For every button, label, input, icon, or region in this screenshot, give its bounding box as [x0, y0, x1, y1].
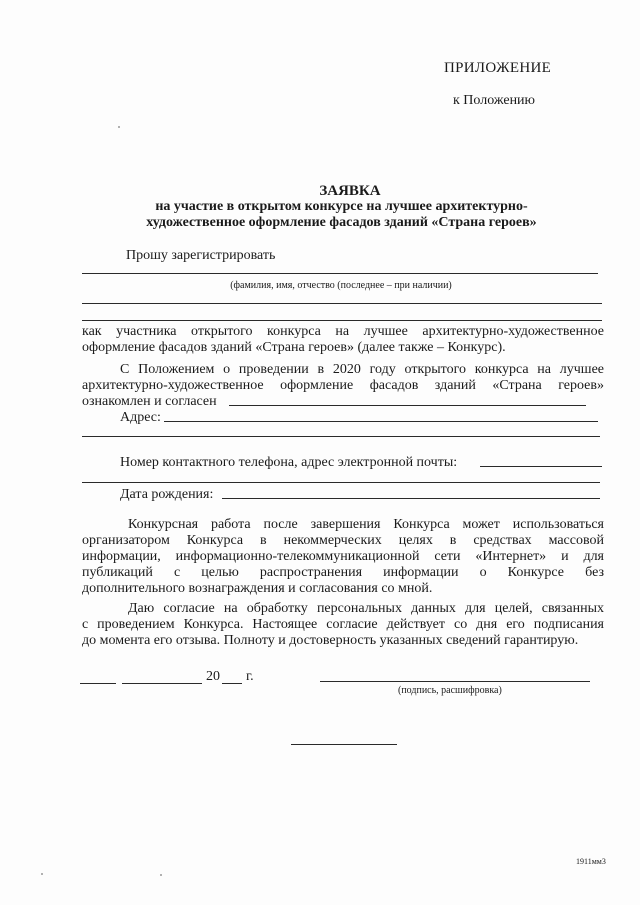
consent-line-1: Даю согласие на обработку персональных данных для целей, связанных: [128, 601, 604, 616]
fio-line: [82, 273, 598, 274]
agreement-line: [229, 405, 586, 406]
fio-caption: (фамилия, имя, отчество (последнее – при наличии): [230, 280, 452, 291]
use-line-3: информации, информационно-телекоммуникационной сети «Интернет» и для: [82, 549, 604, 564]
title-subline-1: на участие в открытом конкурсе на лучшее архитектурно-: [155, 199, 528, 214]
regulation-reference: к Положению: [453, 93, 536, 108]
request-text: Прошу зарегистрировать: [126, 248, 276, 263]
contacts-line-2: [82, 482, 600, 483]
scan-speck: [160, 874, 162, 876]
year-suffix: г.: [246, 669, 254, 684]
address-label: Адрес:: [120, 410, 161, 425]
birthdate-label: Дата рождения:: [120, 487, 214, 502]
signature-caption: (подпись, расшифровка): [398, 685, 502, 696]
participant-line-2: оформление фасадов зданий «Страна героев» (далее также – Конкурс).: [82, 340, 506, 355]
regulation-line-1: С Положением о проведении в 2020 году открытого конкурса на лучшее: [120, 362, 604, 377]
scan-speck: [41, 873, 43, 875]
participant-line-1: как участника открытого конкурса на лучшее архитектурно-художественное: [82, 324, 604, 339]
use-line-4: публикаций с целью распространения информации о Конкурсе без: [82, 565, 604, 580]
regulation-line-3: ознакомлен и согласен: [82, 394, 217, 409]
birthdate-line: [222, 498, 600, 499]
contacts-label: Номер контактного телефона, адрес электронной почты:: [120, 455, 458, 470]
year-line: [222, 683, 242, 684]
use-line-2: организатором Конкурса в некоммерческих целях в средствах массовой: [82, 533, 604, 548]
fio-line-3: [82, 320, 602, 321]
signature-line: [320, 681, 590, 682]
use-line-1: Конкурсная работа после завершения Конкурса может использоваться: [128, 517, 604, 532]
consent-line-2: с проведением Конкурса. Настоящее согласие действует со дня его подписания: [82, 617, 604, 632]
document-title: ЗАЯВКА: [319, 183, 381, 199]
closing-rule: [291, 744, 397, 745]
address-line-2: [82, 436, 600, 437]
year-prefix: 20: [206, 669, 220, 684]
regulation-line-2: архитектурно-художественное оформление фасадов зданий «Страна героев»: [82, 378, 604, 393]
contacts-line: [480, 466, 602, 467]
consent-line-3: до момента его отзыва. Полноту и достоверность указанных сведений гарантирую.: [82, 633, 579, 648]
address-line: [164, 421, 598, 422]
document-code: 1911мм3: [576, 857, 606, 866]
appendix-label: ПРИЛОЖЕНИЕ: [444, 60, 552, 76]
title-subline-2: художественное оформление фасадов зданий «Страна героев»: [146, 215, 537, 230]
month-line: [122, 683, 202, 684]
day-line: [80, 683, 116, 684]
fio-line-2: [82, 303, 602, 304]
use-line-5: дополнительного вознаграждения и согласования со мной.: [82, 581, 433, 596]
scan-speck: [118, 126, 120, 128]
